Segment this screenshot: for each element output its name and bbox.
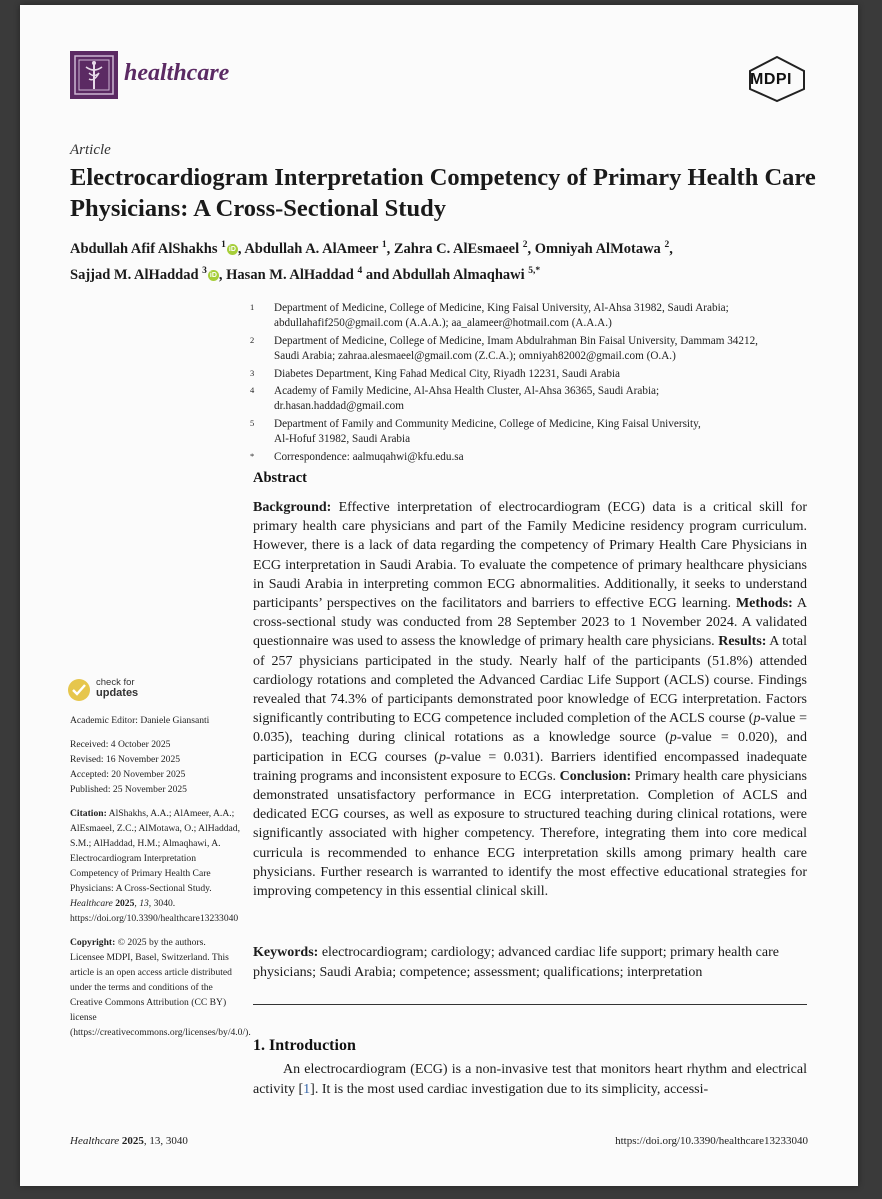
affiliation-item	[250, 334, 820, 365]
keywords-text: electrocardiogram; cardiology; advanced cardiac life support; primary health care physicians; Saudi Arabia; competence; assessment; qualifications; interpretation	[253, 945, 779, 980]
introduction-heading: 1. Introduction	[253, 1037, 356, 1054]
copyright-text: © 2025 by the authors. Licensee MDPI, Basel, Switzerland. This article is an open access article distributed under the terms and conditions of the Creative Commons Attribution (CC BY) license (https://creativecommons.org/licenses/by/4.0/).	[70, 937, 251, 1038]
background-text: Effective interpretation of electrocardiogram (ECG) data is a critical skill for primary health care physicians and part of the Family Medicine residency program curriculum. However, there is a lack of data regarding the competency of Primary Health Care Physicians in ECG interpretation in Saudi Arabia. To evaluate the competence of primary healthcare physicians in Saudi Arabia in interpreting common ECG abnormalities. Additionally, it seeks to understand participants’ perspectives on the facilitators and barriers to effective ECG learning.	[253, 500, 807, 612]
author-name: Abdullah Almaqhawi	[392, 266, 525, 283]
author-affiliation-mark: 4	[357, 265, 363, 276]
footer-year: 2025	[119, 1135, 144, 1147]
check-for-updates-button[interactable]	[68, 677, 188, 707]
citation-journal: Healthcare	[70, 898, 113, 909]
intro-text: ]. It is the most used cardiac investigation due to its simplicity, accessi-	[310, 1082, 709, 1097]
copyright	[70, 935, 251, 1040]
footer-citation	[70, 1135, 188, 1147]
results-text: -value = 0.031). Barriers identified encompassed inadequate training programs and inconsistent exposure to ECGs.	[253, 749, 807, 784]
affiliation-mark: *	[250, 450, 255, 461]
author-name: Omniyah AlMotawa	[534, 240, 661, 257]
affiliation-mark: 4	[250, 385, 255, 396]
footer-doi[interactable]: https://doi.org/10.3390/healthcare13233040	[615, 1135, 808, 1147]
author-separator: ,	[218, 266, 227, 283]
p-italic: p	[753, 711, 761, 727]
copyright-label: Copyright:	[70, 937, 116, 948]
affiliation-item	[250, 450, 820, 465]
author-separator: ,	[669, 240, 673, 257]
author-affiliation-mark: 2	[664, 240, 670, 250]
journal-logo-icon	[70, 51, 118, 99]
affiliation-line: dr.hasan.haddad@gmail.com	[274, 400, 404, 413]
background-label: Background:	[253, 500, 332, 515]
affiliation-item	[250, 367, 820, 382]
footer-journal: Healthcare	[70, 1135, 120, 1147]
citation-label: Citation:	[70, 808, 107, 819]
journal-name: healthcare	[124, 60, 230, 86]
citation-doi[interactable]: 3040. https://doi.org/10.3390/healthcare13233040	[70, 898, 239, 924]
author-separator: ,	[527, 240, 535, 257]
author-affiliation-mark: 5,*	[528, 265, 541, 276]
received-date: Received: 4 October 2025	[70, 739, 171, 750]
keywords-label: Keywords:	[253, 945, 319, 960]
author-separator: ,	[386, 240, 394, 257]
section-divider	[253, 1004, 807, 1005]
methods-text: A cross-sectional study was conducted from 28 September 2023 to 1 November 2024. A validated questionnaire was used to assess the knowledge of primary health care physicians.	[253, 596, 807, 650]
intro-text: An electrocardiogram (ECG) is a non-invasive test that monitors heart rhythm and electrical activity [	[253, 1062, 807, 1097]
author-affiliation-mark: 1	[221, 240, 226, 250]
citation-volume: , 13,	[134, 898, 152, 909]
affiliation-mark: 2	[250, 334, 255, 345]
citation-year: 2025	[112, 898, 135, 909]
author-name: Hasan M. AlHaddad	[226, 266, 354, 283]
citation	[70, 806, 240, 926]
author-separator: ,	[237, 240, 245, 257]
author-name: Abdullah Afif AlShakhs	[70, 240, 218, 257]
author-affiliation-mark: 1	[381, 240, 387, 250]
affiliation-line: Department of Family and Community Medicine, College of Medicine, King Faisal University,	[274, 417, 701, 430]
updates-label: updates	[96, 687, 139, 699]
reference-link[interactable]: 1	[303, 1082, 311, 1097]
publisher-name: MDPI	[750, 71, 792, 88]
p-italic: p	[669, 730, 677, 746]
mdpi-logo-icon	[746, 55, 808, 103]
affiliation-item	[250, 301, 820, 332]
affiliation-line: Al-Hofuf 31982, Saudi Arabia	[274, 433, 411, 446]
author-affiliation-mark: 3	[202, 265, 207, 276]
affiliation-line: Department of Medicine, College of Medicine, King Faisal University, Al-Ahsa 31982, Saudi Arabia;	[274, 302, 729, 314]
affiliation-line: Saudi Arabia; zahraa.alesmaeel@gmail.com (Z.C.A.); omniyah82002@gmail.com (O.A.)	[274, 350, 676, 363]
conclusion-text: Primary health care physicians demonstrated unsatisfactory performance in ECG interpretation. Completion of ACLS and dedicated ECG courses, as well as exposure to structured teaching during clinical rotations, were significantly associated with higher competency. Therefore, integrating them into core medical curricula is recommended to enhance ECG interpretation skills among primary health care physicians. Further research is warranted to identify the most effective educational strategies for improving competency in this essential clinical skill.	[253, 768, 807, 900]
affiliation-line: Department of Medicine, College of Medicine, Imam Abdulrahman Bin Faisal University, Dammam 34212,	[274, 334, 758, 347]
author-separator: and	[362, 266, 393, 283]
citation-text: AlShakhs, A.A.; AlAmeer, A.A.; AlEsmaeel, Z.C.; AlMotawa, O.; AlHaddad, S.M.; AlHaddad, H.M.; Almaqhawi, A. Electrocardiogram Interpretation Competency of Primary Health Care Physicians: A Cross-Sectional Study.	[70, 808, 240, 894]
p-italic: p	[438, 749, 446, 765]
orcid-icon[interactable]: iD	[228, 245, 236, 253]
author-name: Abdullah A. AlAmeer	[244, 240, 379, 257]
affiliation-item	[250, 384, 820, 415]
author-affiliation-mark: 2	[522, 240, 528, 250]
affiliation-item	[250, 417, 820, 448]
revised-date: Revised: 16 November 2025	[70, 754, 181, 765]
article-type: Article	[70, 142, 111, 158]
orcid-icon[interactable]: iD	[209, 271, 217, 279]
methods-label: Methods:	[735, 596, 793, 612]
footer-volume: , 13, 3040	[143, 1135, 188, 1147]
sidebar	[70, 713, 251, 1049]
abstract-heading: Abstract	[253, 470, 307, 486]
paper-page	[20, 5, 858, 1186]
results-text: A total of 257 physicians participated in the study. Nearly half of the participants (51.8%) attended cardiology rotations and completed the Advanced Cardiac Life Support (ACLS) course. Findings revealed that 74.3% of participants demonstrated poor knowledge of ECG interpretation. Factors significantly contributing to ECG competence included completion of the ACLS course (	[253, 634, 808, 727]
accepted-date: Accepted: 20 November 2025	[70, 769, 186, 780]
affiliation-line: abdullahafif250@gmail.com (A.A.A.); aa_alameer@hotmail.com (A.A.A.)	[274, 317, 612, 330]
conclusion-label: Conclusion:	[559, 768, 632, 784]
author-list	[70, 234, 820, 286]
introduction-body	[253, 1060, 807, 1100]
results-text: -value = 0.035), teaching during clinical rotations as a knowledge source (	[253, 711, 807, 746]
results-label: Results:	[718, 634, 767, 650]
author-name: Sajjad M. AlHaddad	[70, 266, 199, 283]
affiliation-mark: 3	[250, 367, 255, 378]
dates	[70, 737, 240, 797]
check-label: check for	[96, 677, 135, 688]
academic-editor: Academic Editor: Daniele Giansanti	[70, 715, 210, 726]
abstract-body	[253, 498, 807, 901]
affiliation-mark: 1	[250, 302, 255, 312]
affiliation-line: Academy of Family Medicine, Al-Ahsa Health Cluster, Al-Ahsa 36365, Saudi Arabia;	[274, 385, 660, 398]
paper-title: Electrocardiogram Interpretation Competency of Primary Health Care Physicians: A Cross-Sectional Study	[70, 164, 816, 222]
affiliation-list	[250, 301, 820, 467]
author-name: Zahra C. AlEsmaeel	[393, 240, 520, 257]
published-date: Published: 25 November 2025	[70, 784, 187, 795]
affiliation-line: Correspondence: aalmuqahwi@kfu.edu.sa	[274, 450, 464, 463]
affiliation-line: Diabetes Department, King Fahad Medical City, Riyadh 12231, Saudi Arabia	[274, 367, 621, 380]
results-text: -value = 0.020), and participation in ECG courses (	[253, 730, 807, 765]
check-icon	[68, 679, 90, 701]
affiliation-mark: 5	[250, 417, 255, 428]
keywords	[253, 943, 807, 982]
